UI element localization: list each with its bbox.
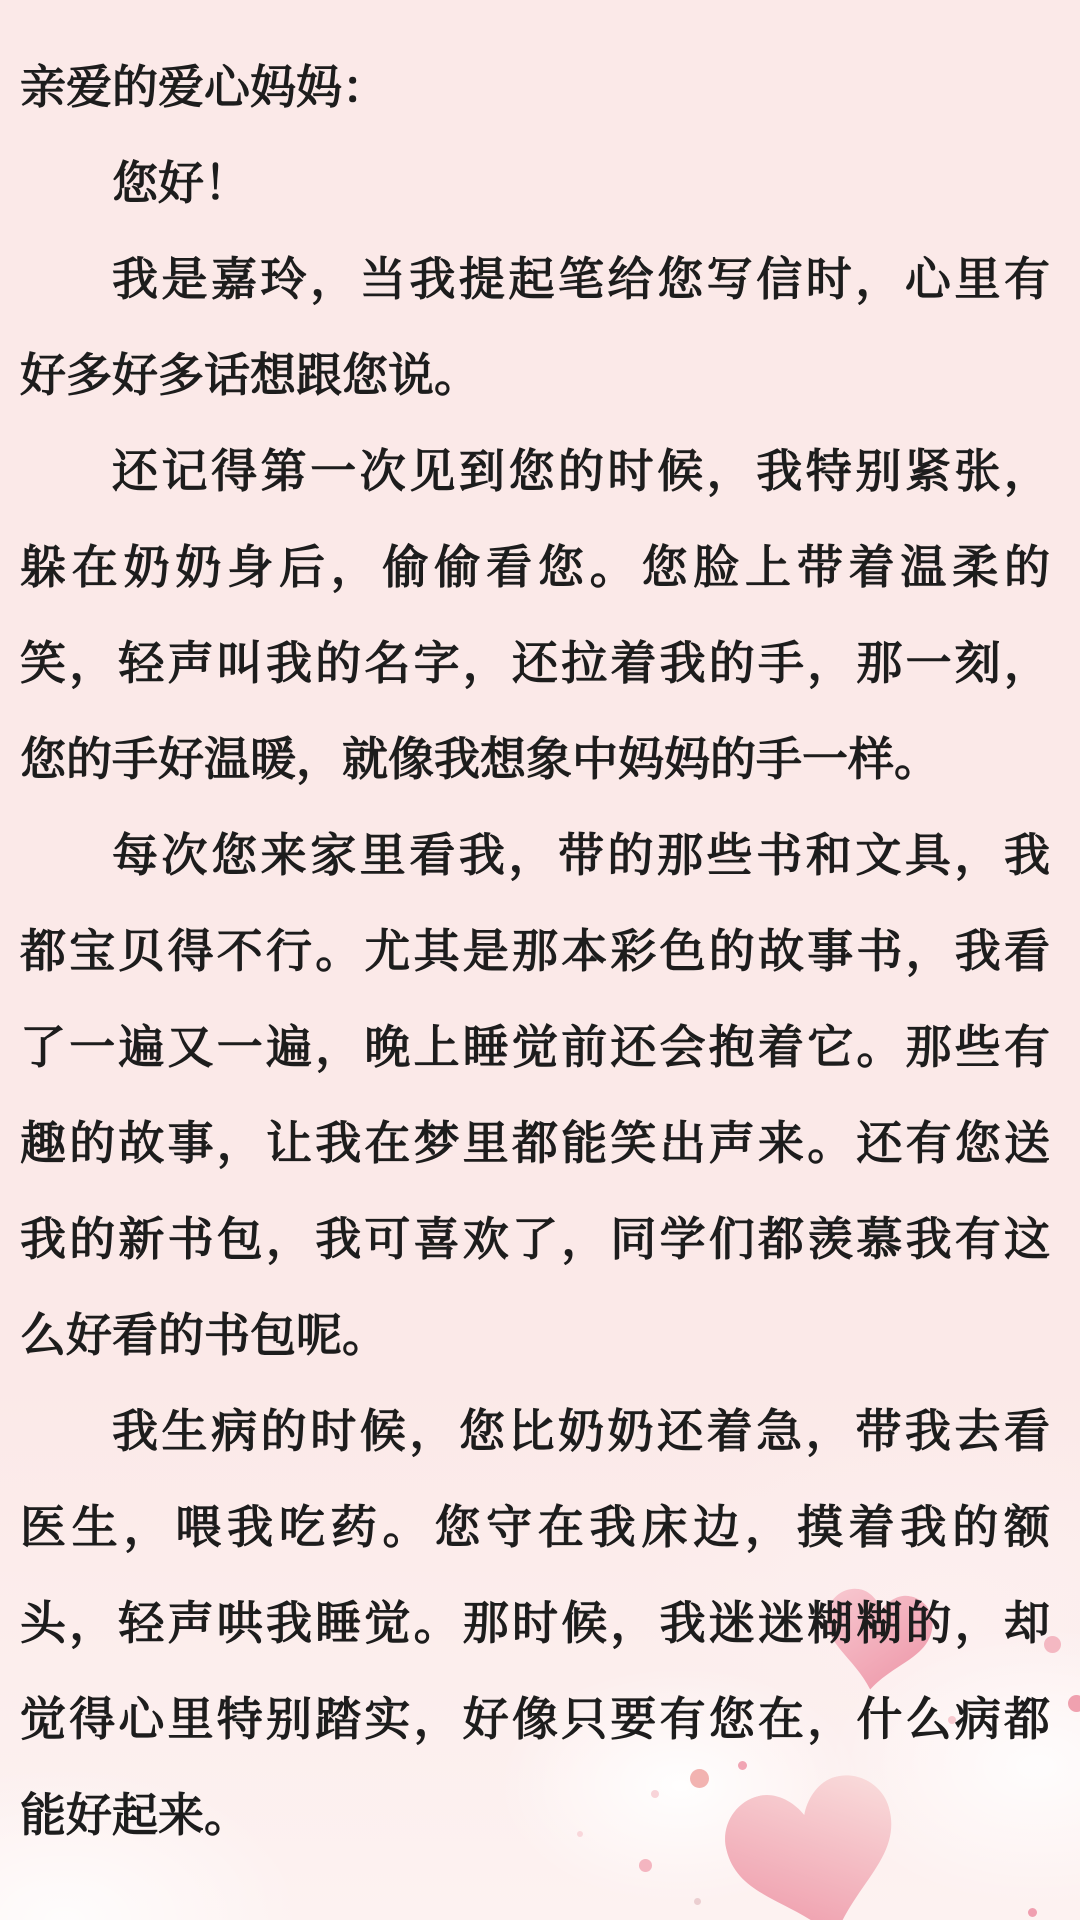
letter-line: 我的新书包，我可喜欢了，同学们都羡慕我有这 (20, 1213, 1050, 1265)
letter-line: 头，轻声哄我睡觉。那时候，我迷迷糊糊的，却 (20, 1597, 1050, 1649)
letter-line: 医生，喂我吃药。您守在我床边，摸着我的额 (20, 1501, 1050, 1553)
letter-line: 觉得心里特别踏实，好像只要有您在，什么病都 (20, 1693, 1050, 1745)
letter-line: 我生病的时候，您比奶奶还着急，带我去看 (112, 1405, 1050, 1457)
letter-line: 躲在奶奶身后，偷偷看您。您脸上带着温柔的 (20, 541, 1050, 593)
letter-line: 您好！ (112, 157, 250, 209)
dot-decoration (1028, 1908, 1037, 1917)
letter-line: 还记得第一次见到您的时候，我特别紧张， (112, 445, 1050, 497)
letter-line: 笑，轻声叫我的名字，还拉着我的手，那一刻， (20, 637, 1050, 689)
letter-line: 能好起来。 (20, 1789, 250, 1841)
letter-line: 都宝贝得不行。尤其是那本彩色的故事书，我看 (20, 925, 1050, 977)
dot-decoration (694, 1898, 701, 1905)
letter-line: 好多好多话想跟您说。 (20, 349, 480, 401)
letter-line: 趣的故事，让我在梦里都能笑出声来。还有您送 (20, 1117, 1050, 1169)
letter-line: 了一遍又一遍，晚上睡觉前还会抱着它。那些有 (20, 1021, 1050, 1073)
letter-line: 么好看的书包呢。 (20, 1309, 388, 1361)
letter-line: 亲爱的爱心妈妈： (20, 61, 388, 113)
letter-line: 每次您来家里看我，带的那些书和文具，我 (112, 829, 1050, 881)
letter-line: 您的手好温暖，就像我想象中妈妈的手一样。 (20, 733, 940, 785)
letter-line: 我是嘉玲，当我提起笔给您写信时，心里有 (112, 253, 1050, 305)
